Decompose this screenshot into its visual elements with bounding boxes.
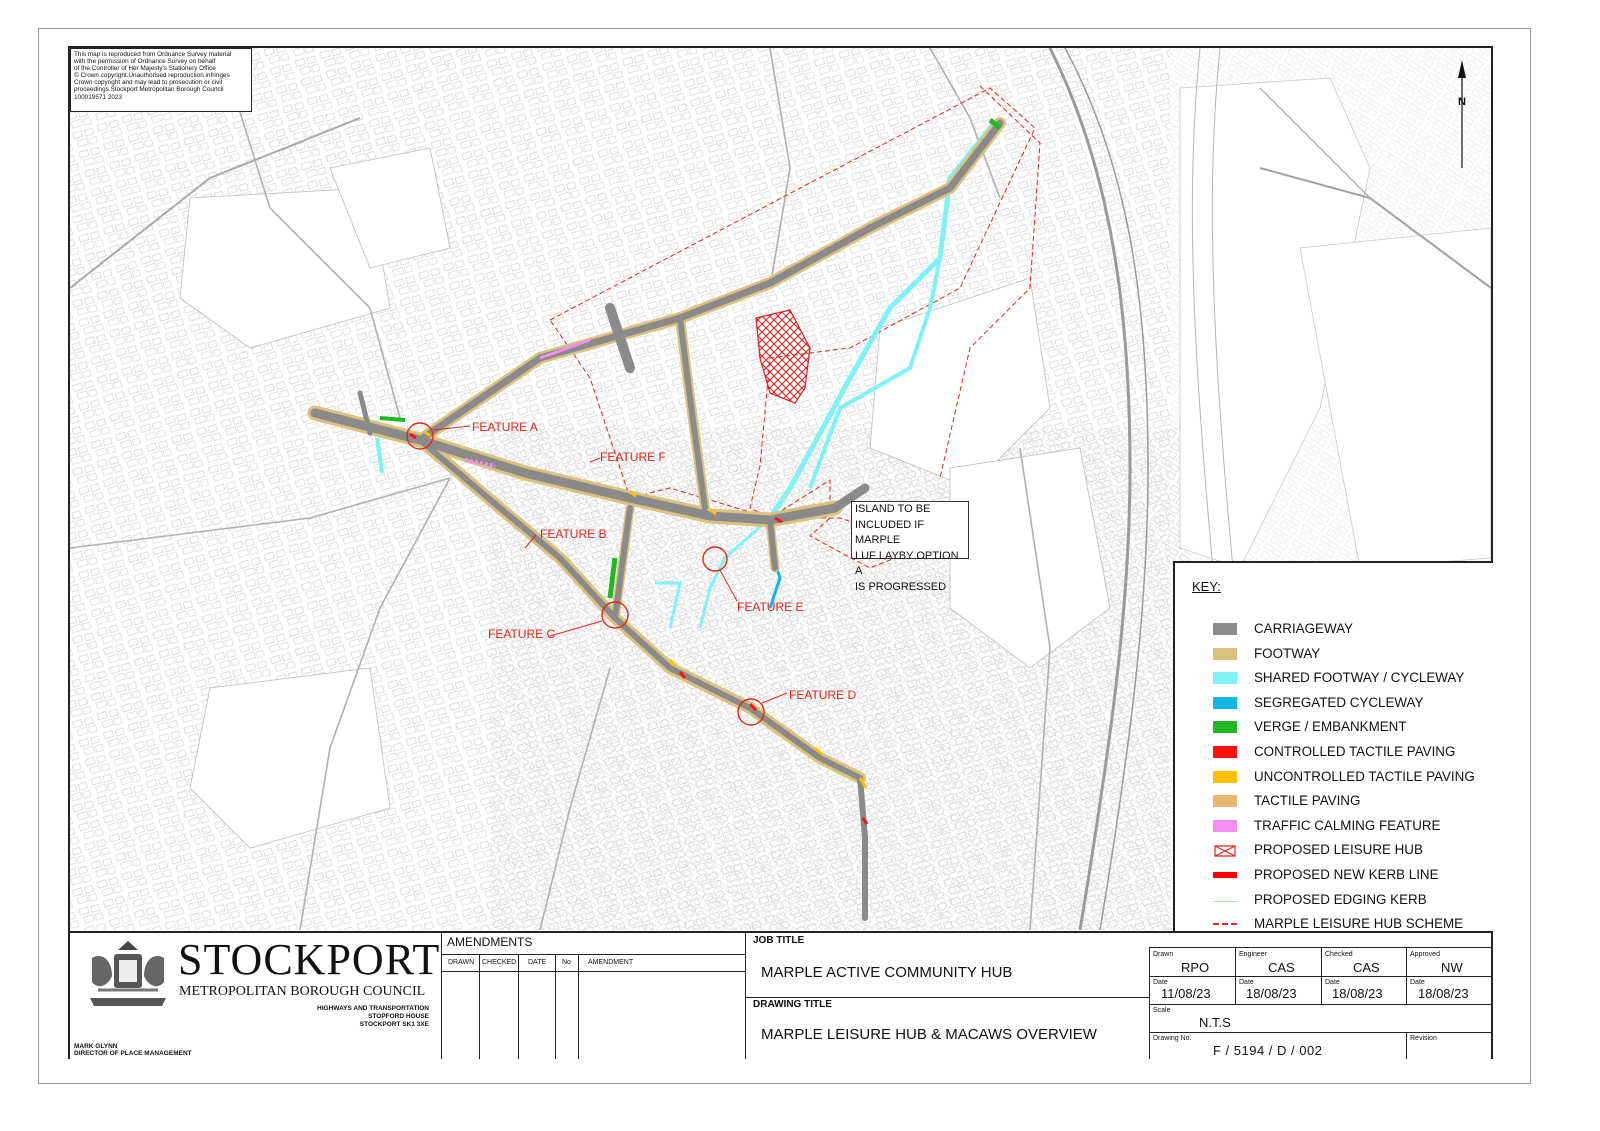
approved-value: NW <box>1441 960 1463 975</box>
title-block <box>70 931 1491 1059</box>
legend-row <box>1213 644 1493 664</box>
legend-label: SEGREGATED CYCLEWAY <box>1254 694 1424 710</box>
legend-title: KEY: <box>1192 579 1221 594</box>
director-title: DIRECTOR OF PLACE MANAGEMENT <box>74 1050 192 1057</box>
feature-b-label[interactable]: FEATURE B <box>540 527 607 541</box>
legend-label: FOOTWAY <box>1254 645 1321 661</box>
north-label: N <box>1458 96 1466 108</box>
amend-col-date: DATE <box>528 959 547 966</box>
legend-row <box>1213 767 1493 787</box>
legend-label: CARRIAGEWAY <box>1254 621 1353 636</box>
legend-label: CONTROLLED TACTILE PAVING <box>1254 744 1456 759</box>
amend-col-drawn: DRAWN <box>448 959 475 966</box>
legend-row <box>1213 668 1493 688</box>
legend-swatch <box>1213 746 1237 758</box>
approved-label: Approved <box>1410 951 1440 958</box>
legend-swatch <box>1213 844 1237 856</box>
legend-label: PROPOSED LEISURE HUB <box>1254 842 1423 858</box>
legend-swatch <box>1213 771 1237 783</box>
date-approved: 18/08/23 <box>1418 986 1469 1001</box>
scale-value: N.T.S <box>1199 1015 1231 1030</box>
job-title: MARPLE ACTIVE COMMUNITY HUB <box>761 964 1013 981</box>
legend-label: SHARED FOOTWAY / CYCLEWAY <box>1254 670 1465 686</box>
legend-label: VERGE / EMBANKMENT <box>1254 719 1407 735</box>
legend-row <box>1213 890 1493 910</box>
legend-label: TRAFFIC CALMING FEATURE <box>1254 817 1441 833</box>
address-line-2: STOPFORD HOUSE <box>368 1013 429 1020</box>
feature-a-label[interactable]: FEATURE A <box>472 420 538 434</box>
legend-row <box>1213 619 1493 639</box>
date-label-drawn: Date <box>1153 979 1168 986</box>
checked-label: Checked <box>1325 951 1353 958</box>
legend-swatch <box>1213 923 1237 925</box>
legend-swatch <box>1213 721 1237 733</box>
legend-row <box>1213 742 1493 762</box>
legend-label: UNCONTROLLED TACTILE PAVING <box>1254 768 1475 784</box>
feature-e-label[interactable]: FEATURE E <box>737 600 804 614</box>
legend-label: TACTILE PAVING <box>1254 793 1361 809</box>
legend-swatch <box>1213 795 1237 807</box>
feature-c-label[interactable]: FEATURE C <box>488 627 556 641</box>
legend-label: PROPOSED NEW KERB LINE <box>1254 867 1439 882</box>
date-drawn: 11/08/23 <box>1161 986 1211 1001</box>
legend-label: PROPOSED EDGING KERB <box>1254 891 1427 907</box>
date-label-approved: Date <box>1410 979 1425 986</box>
legend-row <box>1213 791 1493 811</box>
legend-swatch <box>1213 901 1237 902</box>
amend-col-no: No <box>562 959 571 966</box>
drawing-title: MARPLE LEISURE HUB & MACAWS OVERVIEW <box>761 1026 1097 1043</box>
drawing-no-label: Drawing No. <box>1153 1035 1192 1042</box>
address-line-1: HIGHWAYS AND TRANSPORTATION <box>317 1005 429 1012</box>
legend-swatch <box>1213 623 1237 635</box>
legend-swatch <box>1213 820 1237 832</box>
scale-label: Scale <box>1153 1007 1171 1014</box>
job-title-label: JOB TITLE <box>753 935 805 946</box>
drawing-no: F / 5194 / D / 002 <box>1213 1043 1323 1058</box>
legend-swatch <box>1213 648 1237 660</box>
council-sub-name: METROPOLITAN BOROUGH COUNCIL <box>179 984 426 999</box>
island-note: ISLAND TO BE INCLUDED IF MARPLE LUF LAYBY OPTION A IS PROGRESSED <box>851 501 969 559</box>
checked-value: CAS <box>1353 960 1380 975</box>
legend-swatch <box>1213 872 1237 878</box>
legend-row <box>1213 865 1493 885</box>
legend-label: MARPLE LEISURE HUB SCHEME <box>1254 916 1464 932</box>
legend-row <box>1213 840 1493 860</box>
drawing-title-label: DRAWING TITLE <box>753 999 832 1010</box>
engineer-label: Engineer <box>1239 951 1268 958</box>
legend-key <box>1173 561 1493 931</box>
revision-label: Revision <box>1410 1035 1437 1042</box>
engineer-value: CAS <box>1268 960 1295 975</box>
date-label-checked: Date <box>1325 979 1340 986</box>
address-line-3: STOCKPORT SK1 3XE <box>359 1021 429 1028</box>
date-engineer: 18/08/23 <box>1246 986 1297 1001</box>
director-name: MARK GLYNN <box>74 1043 118 1050</box>
verge <box>380 418 405 420</box>
council-main-name: STOCKPORT <box>178 935 441 984</box>
feature-d-label[interactable]: FEATURE D <box>789 688 857 702</box>
feature-f-label[interactable]: FEATURE F <box>600 450 666 464</box>
legend-row <box>1213 816 1493 836</box>
legend-swatch <box>1213 672 1237 684</box>
amend-col-checked: CHECKED <box>482 959 517 966</box>
amend-col-amendment: AMENDMENT <box>588 959 634 966</box>
amendments-title: AMENDMENTS <box>447 935 533 949</box>
copyright-notice: This map is reproduced from Ordnance Survey material with the permission of Ordnance Survey on behalf of the Controller of Her Majesty's Stationery Office © Crown copyright.Unauthorised reproduction infringes Crown copyright and may lead to prosecution or civil proceedings.Stockport Metropolitan Borough Council 100019571 2023 <box>70 48 252 112</box>
council-crest-icon <box>84 938 172 1010</box>
legend-row <box>1213 717 1493 737</box>
drawn-label: Drawn <box>1153 951 1174 958</box>
date-checked: 18/08/23 <box>1332 986 1383 1001</box>
drawn-value: RPO <box>1181 960 1210 975</box>
date-label-engineer: Date <box>1239 979 1254 986</box>
legend-swatch <box>1213 697 1237 709</box>
legend-row <box>1213 693 1493 713</box>
